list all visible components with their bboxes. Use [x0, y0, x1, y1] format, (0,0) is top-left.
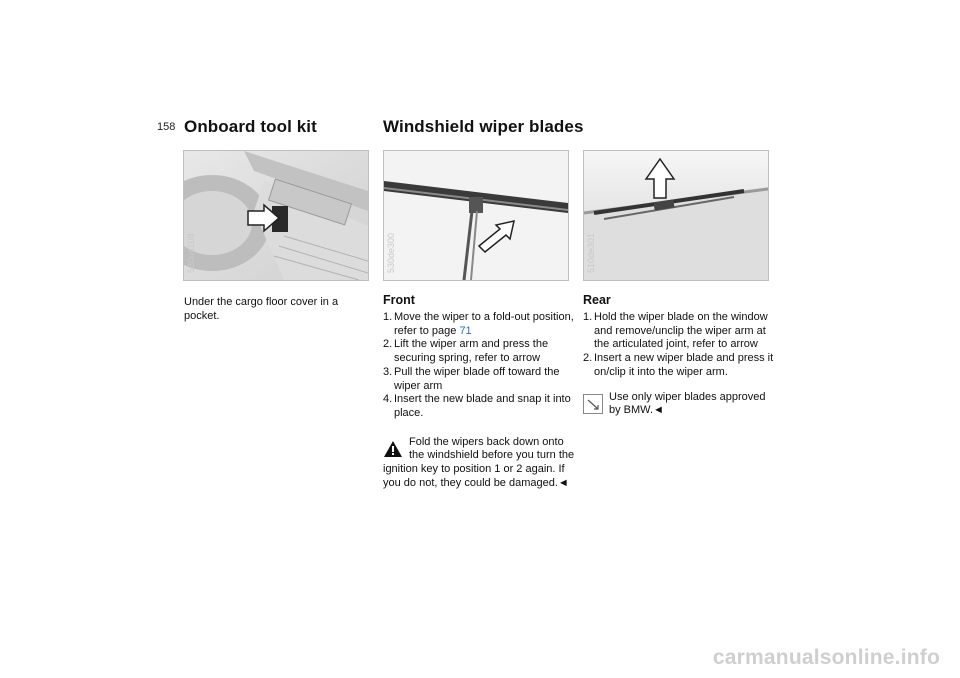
tool-kit-image-code: 530us108: [186, 233, 196, 273]
rear-note: Use only wiper blades approved by BMW.◄: [583, 391, 775, 418]
note-icon: [583, 394, 603, 419]
list-item: 2. Lift the wiper arm and press the securing spring, refer to arrow: [383, 338, 549, 365]
page-link[interactable]: 71: [459, 324, 472, 337]
front-warning: Fold the wipers back down onto the windshield before you turn the ignition key to position 1 or 2 again. If you do not, they could be damaged.◄: [383, 435, 575, 489]
warning-triangle-icon: [383, 439, 403, 464]
list-item: 1. Hold the wiper blade on the window and remove/unclip the wiper arm at the articulated joint, refer to arrow: [583, 311, 768, 351]
front-heading: Front: [383, 293, 415, 307]
front-section: [383, 293, 575, 490]
rear-steps: [583, 311, 775, 380]
tool-kit-title: Onboard tool kit: [184, 117, 317, 136]
tool-kit-image: [183, 150, 369, 281]
list-item: 2. Insert a new wiper blade and press it on/clip it into the wiper arm.: [583, 352, 774, 378]
front-wiper-image: [383, 150, 569, 281]
list-item: 1. Move the wiper to a fold-out position, refer to page 71: [383, 311, 574, 337]
rear-wiper-image: [583, 150, 769, 281]
front-wiper-image-code: 530de300: [386, 232, 396, 273]
wiper-blades-title: Windshield wiper blades: [383, 117, 584, 136]
rear-heading: Rear: [583, 293, 611, 307]
tool-kit-caption: Under the cargo floor cover in a pocket.: [184, 296, 339, 322]
list-item: 4. Insert the new blade and snap it into place.: [383, 393, 571, 419]
list-item: 3. Pull the wiper blade off toward the wiper arm: [383, 365, 560, 392]
front-steps: [383, 311, 575, 421]
rear-wiper-image-code: 510de301: [586, 232, 596, 273]
page-number: 158: [157, 121, 176, 133]
rear-section: [583, 293, 775, 418]
watermark: carmanualsonline.info: [712, 646, 940, 669]
